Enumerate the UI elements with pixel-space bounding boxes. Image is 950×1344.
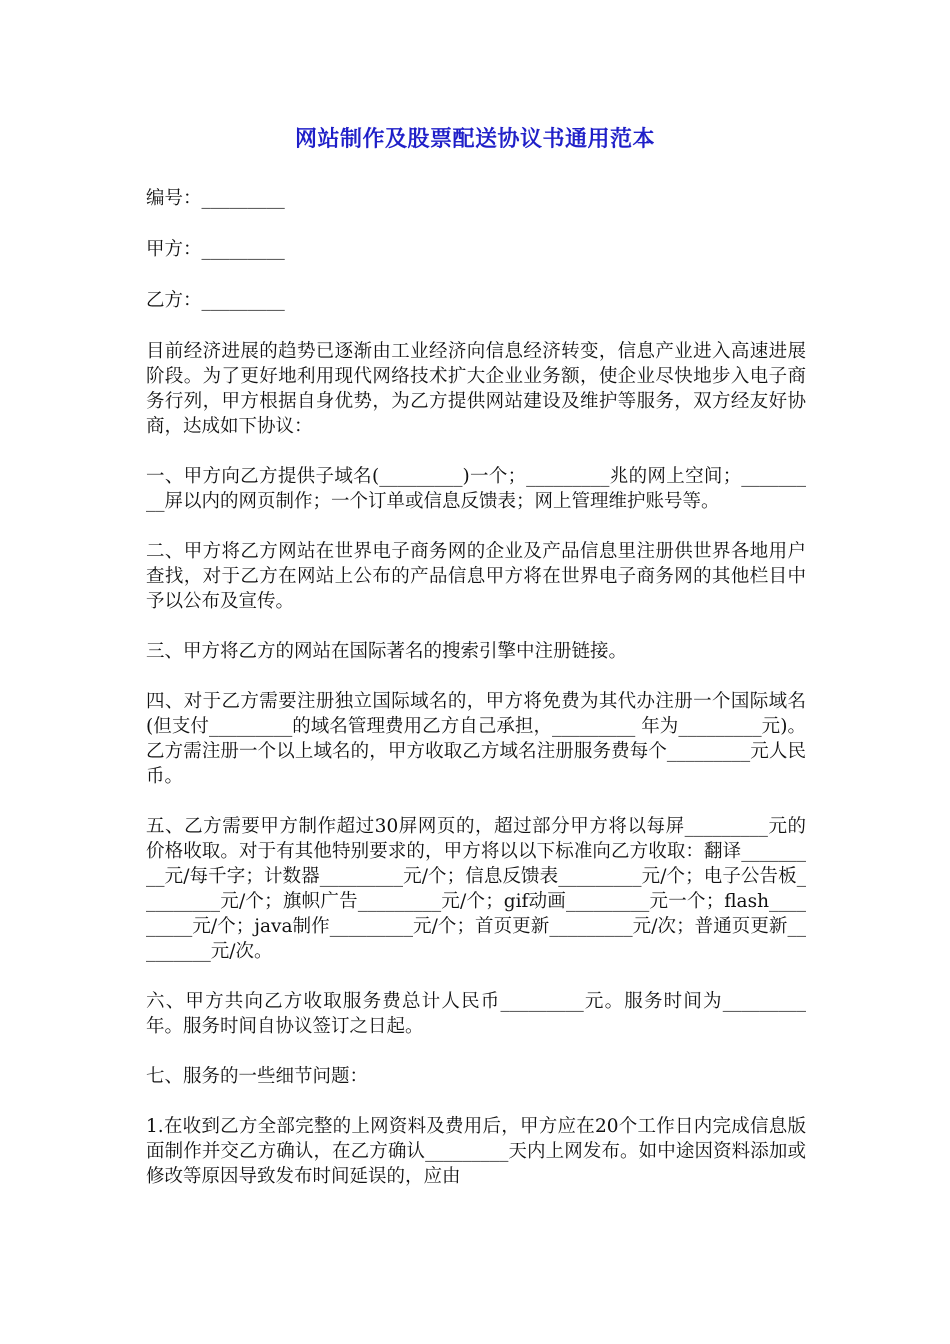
paragraph-clause-4: 四、对于乙方需要注册独立国际域名的，甲方将免费为其代办注册一个国际域名(但支付_________的域名管理费用乙方自己承担，_________ 年为_________元)。乙方需注册一个以上域名的，甲方收取乙方域名注册服务费每个_________元人民币。 [146, 691, 806, 787]
field-party-b: 乙方：_________ [146, 290, 285, 311]
paragraph-clause-6: 六、甲方共向乙方收取服务费总计人民币_________元。服务时间为_________年。服务时间自协议签订之日起。 [146, 991, 806, 1037]
paragraph-clause-2: 二、甲方将乙方网站在世界电子商务网的企业及产品信息里注册供世界各地用户查找，对于乙方在网站上公布的产品信息甲方将在世界电子商务网的其他栏目中予以公布及宣传。 [146, 541, 806, 612]
paragraph-clause-5: 五、乙方需要甲方制作超过30屏网页的，超过部分甲方将以每屏_________元的价格收取。对于有其他特别要求的，甲方将以以下标准向乙方收取：翻译_________元/每千字；计数器_________元/个；信息反馈表_________元/个；电子公告板_________元/个；旗帜广告_________元/个；gif动画_________元一个；flash_________元/个；java制作_________元/个；首页更新_________元/次；普通页更新_________元/次。 [146, 816, 806, 962]
paragraph-clause-7-item-1: 1.在收到乙方全部完整的上网资料及费用后，甲方应在20个工作日内完成信息版面制作并交乙方确认，在乙方确认_________天内上网发布。如中途因资料添加或修改等原因导致发布时间延误的，应由 [146, 1116, 806, 1187]
field-party-a: 甲方：_________ [146, 239, 285, 260]
document-body [146, 186, 806, 1214]
paragraph-preamble: 目前经济进展的趋势已逐渐由工业经济向信息经济转变，信息产业进入高速进展阶段。为了更好地利用现代网络技术扩大企业业务额，使企业尽快地步入电子商务行列，甲方根据自身优势，为乙方提供网站建设及维护等服务，双方经友好协商，达成如下协议： [146, 341, 806, 437]
field-number: 编号：_________ [146, 188, 285, 209]
paragraph-clause-1: 一、甲方向乙方提供子域名(_________)一个；_________兆的网上空间；_________屏以内的网页制作；一个订单或信息反馈表；网上管理维护账号等。 [146, 466, 806, 512]
paragraph-clause-7: 七、服务的一些细节问题： [146, 1066, 369, 1087]
document-title: 网站制作及股票配送协议书通用范本 [294, 127, 655, 152]
paragraph-clause-3: 三、甲方将乙方的网站在国际著名的搜索引擎中注册链接。 [146, 641, 628, 662]
